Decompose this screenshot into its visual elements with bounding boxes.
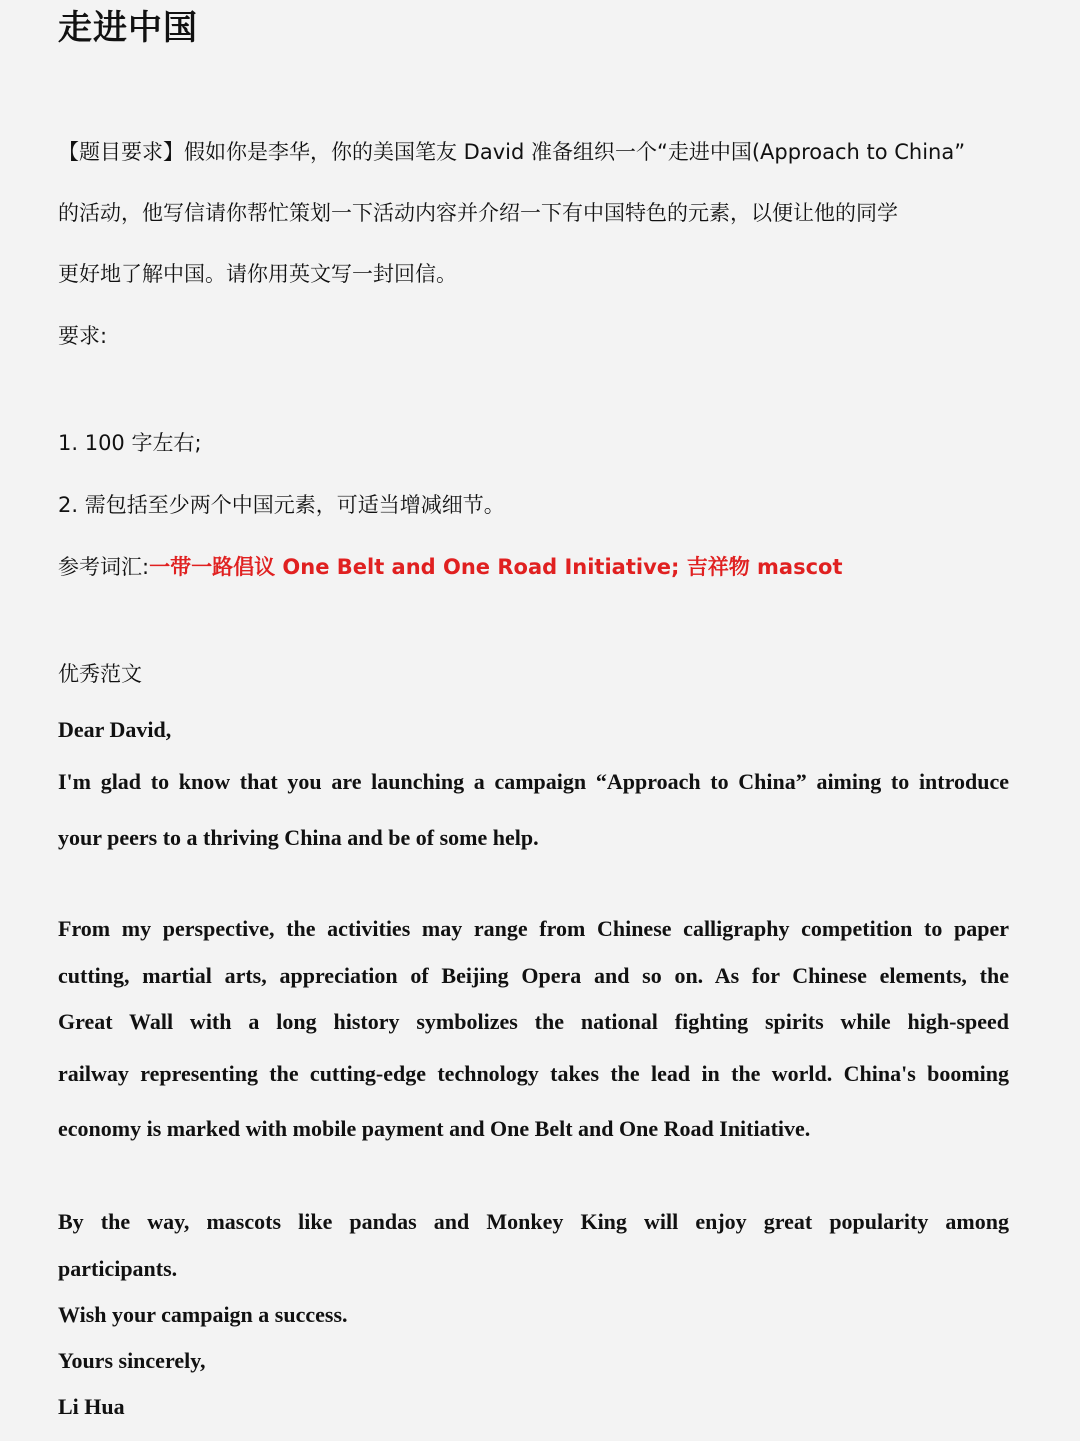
task-line-3: 更好地了解中国。请你用英文写一封回信。: [58, 262, 457, 286]
paragraph-2-line-3: Great Wall with a long history symbolizes the national fighting spirits while high-speed: [58, 1009, 1009, 1034]
paragraph-3-line-1: By the way, mascots like pandas and Monkey King will enjoy great popularity among: [58, 1209, 1009, 1234]
vocabulary-label: 参考词汇:: [58, 555, 150, 579]
requirement-item-2: 2. 需包括至少两个中国元素，可适当增减细节。: [58, 493, 505, 517]
task-line-1: [58, 137, 965, 167]
page-title: 走进中国: [58, 8, 198, 48]
paragraph-1-line-2: your peers to a thriving China and be of some help.: [58, 825, 539, 850]
closing-line: Yours sincerely,: [58, 1348, 206, 1373]
task-line-2: 的活动，他写信请你帮忙策划一下活动内容并介绍一下有中国特色的元素，以便让他的同学: [58, 201, 898, 225]
task-label: 【题目要求】: [58, 140, 184, 164]
paragraph-1-line-1: I'm glad to know that you are launching a campaign “Approach to China” aiming to introduce: [58, 769, 1009, 794]
wish-line: Wish your campaign a success.: [58, 1302, 348, 1327]
vocabulary-line: [58, 552, 843, 582]
paragraph-2-line-4: railway representing the cutting-edge technology takes the lead in the world. China's booming: [58, 1061, 1009, 1086]
vocabulary-items: 一带一路倡议 One Belt and One Road Initiative; 吉祥物 mascot: [149, 555, 843, 579]
sample-heading: 优秀范文: [58, 662, 142, 686]
requirement-item-1: 1. 100 字左右;: [58, 431, 202, 455]
paragraph-2-line-2: cutting, martial arts, appreciation of Beijing Opera and so on. As for Chinese elements, the: [58, 963, 1009, 988]
signature: Li Hua: [58, 1394, 125, 1419]
salutation: Dear David,: [58, 717, 172, 742]
task-text-1: 假如你是李华，你的美国笔友 David 准备组织一个“走进中国(Approach to China”: [184, 140, 966, 164]
paragraph-3-line-2: participants.: [58, 1256, 178, 1281]
requirements-heading: 要求:: [58, 324, 108, 348]
paragraph-2-line-1: From my perspective, the activities may range from Chinese calligraphy competition to paper: [58, 916, 1009, 941]
paragraph-2-line-5: economy is marked with mobile payment and One Belt and One Road Initiative.: [58, 1116, 811, 1141]
